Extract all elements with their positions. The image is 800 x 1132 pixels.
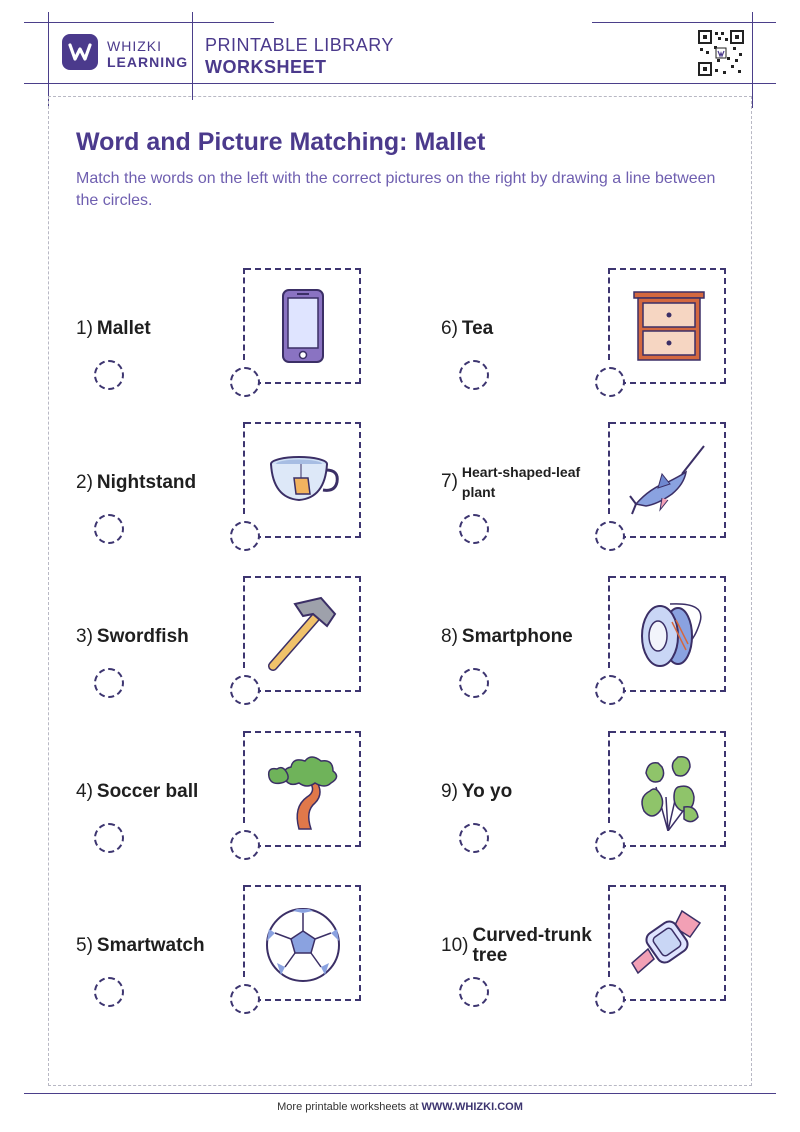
hammer-icon [263, 592, 343, 676]
left-word-4 [76, 781, 198, 803]
right-word-10 [441, 926, 601, 966]
left-word-circle-2[interactable] [94, 514, 124, 544]
left-word-label: Mallet [96, 318, 151, 339]
right-word-circle-6[interactable] [459, 360, 489, 390]
left-word-2 [76, 472, 196, 494]
left-word-number: 3) [76, 626, 93, 647]
left-picture-circle-1[interactable] [230, 367, 260, 397]
right-word-label: Yo yo [461, 781, 513, 802]
library-line-1: PRINTABLE LIBRARY [205, 35, 394, 55]
right-picture-circle-8[interactable] [595, 675, 625, 705]
left-word-number: 4) [76, 781, 93, 802]
left-word-5 [76, 935, 205, 957]
worksheet-instructions: Match the words on the left with the correct pictures on the right by drawing a line between the circles. [76, 170, 716, 209]
smartwatch-icon [628, 901, 708, 985]
smartphone-icon [263, 284, 343, 368]
brand-name [107, 38, 188, 70]
footer-text [0, 1101, 800, 1113]
nightstand-icon [628, 284, 708, 368]
header-rule-mid [192, 12, 193, 100]
yoyo-icon [628, 592, 708, 676]
picture-box-edge [608, 268, 610, 360]
left-word-label: Soccer ball [96, 781, 199, 802]
right-picture-circle-10[interactable] [595, 984, 625, 1014]
left-word-number: 5) [76, 935, 93, 956]
left-picture-box-1 [245, 268, 361, 384]
picture-box-edge [243, 268, 245, 360]
left-word-label: Smartwatch [96, 935, 205, 956]
picture-box-edge [243, 576, 245, 668]
left-picture-circle-3[interactable] [230, 675, 260, 705]
right-picture-circle-9[interactable] [595, 830, 625, 860]
left-word-circle-5[interactable] [94, 977, 124, 1007]
tea-cup-icon [263, 438, 343, 522]
brand-line-2: LEARNING [107, 54, 189, 70]
footer-prefix: More printable worksheets at [277, 1101, 419, 1113]
left-word-label: Nightstand [96, 472, 197, 493]
right-word-6 [441, 318, 493, 340]
right-word-label: Curved-trunk tree [472, 925, 592, 966]
left-picture-circle-4[interactable] [230, 830, 260, 860]
left-picture-box-4 [245, 731, 361, 847]
picture-box-edge [608, 576, 610, 668]
picture-box-edge [608, 885, 610, 977]
left-word-circle-1[interactable] [94, 360, 124, 390]
right-word-circle-9[interactable] [459, 823, 489, 853]
left-word-circle-4[interactable] [94, 823, 124, 853]
right-word-circle-10[interactable] [459, 977, 489, 1007]
left-word-1 [76, 318, 151, 340]
left-word-number: 2) [76, 472, 93, 493]
right-word-number: 10) [441, 935, 469, 956]
left-picture-box-2 [245, 422, 361, 538]
picture-box-edge [243, 731, 245, 823]
left-word-3 [76, 626, 189, 648]
right-picture-box-6 [610, 268, 726, 384]
swordfish-icon [628, 438, 708, 522]
left-picture-box-5 [245, 885, 361, 1001]
left-word-number: 1) [76, 318, 93, 339]
header-rule-left [48, 12, 49, 108]
right-word-label: Tea [461, 318, 494, 339]
right-word-7 [441, 462, 601, 502]
picture-box-edge [243, 885, 245, 977]
right-word-8 [441, 626, 573, 648]
right-word-number: 6) [441, 318, 458, 339]
header-rule-right [752, 12, 753, 108]
soccer-ball-icon [263, 901, 343, 985]
library-label [205, 34, 394, 78]
plant-icon [628, 747, 708, 831]
right-picture-box-7 [610, 422, 726, 538]
left-word-label: Swordfish [96, 626, 189, 647]
left-picture-circle-2[interactable] [230, 521, 260, 551]
right-word-label: Heart-shaped-leaf plant [461, 464, 581, 500]
right-word-number: 9) [441, 781, 458, 802]
header-rule-top-right [592, 22, 776, 23]
right-word-9 [441, 781, 512, 803]
picture-box-edge [608, 422, 610, 514]
right-picture-box-9 [610, 731, 726, 847]
picture-box-edge [243, 422, 245, 514]
footer-rule [24, 1093, 776, 1094]
worksheet-title: Word and Picture Matching: Mallet [76, 128, 486, 156]
qr-code-icon [697, 29, 745, 77]
right-word-circle-7[interactable] [459, 514, 489, 544]
left-picture-circle-5[interactable] [230, 984, 260, 1014]
right-word-number: 8) [441, 626, 458, 647]
right-picture-circle-6[interactable] [595, 367, 625, 397]
header-rule-top-left [24, 22, 274, 23]
picture-box-edge [608, 731, 610, 823]
header-rule-bottom [24, 83, 776, 84]
right-word-number: 7) [441, 471, 458, 492]
right-picture-box-8 [610, 576, 726, 692]
library-line-2: WORKSHEET [205, 57, 327, 77]
right-word-label: Smartphone [461, 626, 573, 647]
left-picture-box-3 [245, 576, 361, 692]
tree-icon [263, 747, 343, 831]
right-picture-circle-7[interactable] [595, 521, 625, 551]
right-word-circle-8[interactable] [459, 668, 489, 698]
whizki-logo-icon [62, 34, 98, 70]
brand-line-1: WHIZKI [107, 38, 162, 54]
left-word-circle-3[interactable] [94, 668, 124, 698]
right-picture-box-10 [610, 885, 726, 1001]
footer-link[interactable]: WWW.WHIZKI.COM [421, 1101, 523, 1113]
